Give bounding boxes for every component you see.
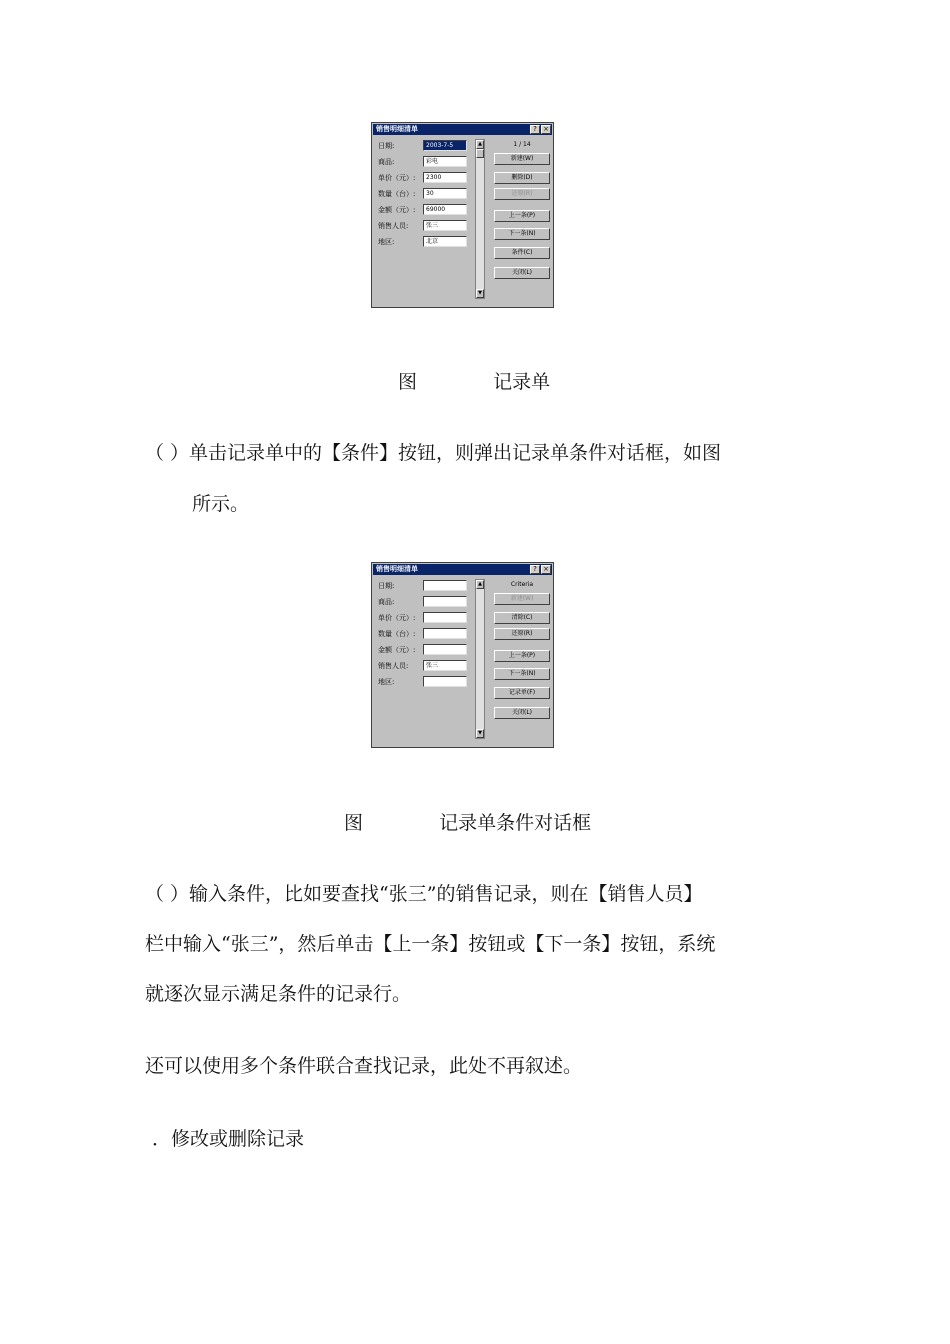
field-input-date[interactable] bbox=[423, 580, 467, 591]
field-label-price: 单价（元）: bbox=[378, 174, 416, 182]
scrollbar[interactable] bbox=[475, 579, 485, 739]
field-label-region: 地区: bbox=[378, 678, 395, 686]
figure-caption-2 bbox=[344, 811, 591, 835]
field-input-region[interactable]: 北京 bbox=[423, 236, 467, 247]
scroll-down-icon[interactable]: ▼ bbox=[476, 729, 484, 738]
field-input-region[interactable] bbox=[423, 676, 467, 687]
record-counter: 1 / 14 bbox=[513, 141, 531, 148]
field-input-salesperson[interactable]: 张三 bbox=[423, 660, 467, 671]
help-icon[interactable]: ? bbox=[530, 125, 540, 134]
clear-button[interactable]: 清除(C) bbox=[494, 612, 550, 624]
paragraph-2-line-2: 栏中输入“张三”，然后单击【上一条】按钮或【下一条】按钮，系统 bbox=[145, 933, 716, 955]
field-label-date: 日期: bbox=[378, 142, 395, 150]
scroll-up-icon[interactable]: ▲ bbox=[476, 140, 484, 149]
field-label-region: 地区: bbox=[378, 238, 395, 246]
field-label-product: 商品: bbox=[378, 598, 395, 606]
criteria-button[interactable]: 条件(C) bbox=[494, 247, 550, 259]
field-input-price[interactable]: 2300 bbox=[423, 172, 467, 183]
field-label-product: 商品: bbox=[378, 158, 395, 166]
new-button[interactable]: 新建(W) bbox=[494, 593, 550, 605]
field-input-quantity[interactable]: 30 bbox=[423, 188, 467, 199]
paragraph-1-line-1: （ ）单击记录单中的【条件】按钮，则弹出记录单条件对话框，如图 bbox=[145, 442, 722, 464]
help-icon[interactable]: ? bbox=[530, 565, 540, 574]
field-input-date[interactable]: 2003-7-5 bbox=[423, 140, 467, 151]
dialog-title: 销售明细清单 bbox=[373, 564, 552, 575]
paragraph-1-line-2: 所示。 bbox=[192, 493, 250, 515]
criteria-label: Criteria bbox=[510, 581, 534, 588]
field-input-amount[interactable]: 69000 bbox=[423, 204, 467, 215]
record-form-dialog bbox=[371, 122, 554, 308]
field-label-quantity: 数量（台）: bbox=[378, 630, 416, 638]
scroll-up-icon[interactable]: ▲ bbox=[476, 580, 484, 589]
paragraph-2-line-1: （ ）输入条件，比如要查找“张三”的销售记录，则在【销售人员】 bbox=[145, 883, 703, 905]
restore-button[interactable]: 还原(R) bbox=[494, 628, 550, 640]
prev-record-button[interactable]: 上一条(P) bbox=[494, 210, 550, 222]
next-record-button[interactable]: 下一条(N) bbox=[494, 228, 550, 240]
scrollbar[interactable] bbox=[475, 139, 485, 299]
figure-caption-1 bbox=[398, 370, 550, 394]
form-button[interactable]: 记录单(F) bbox=[494, 687, 550, 699]
scroll-down-icon[interactable]: ▼ bbox=[476, 289, 484, 298]
paragraph-2-line-3: 就逐次显示满足条件的记录行。 bbox=[145, 983, 412, 1005]
field-label-salesperson: 销售人员: bbox=[378, 222, 409, 230]
criteria-dialog bbox=[371, 562, 554, 748]
figure-label: 图 bbox=[344, 812, 364, 834]
next-record-button[interactable]: 下一条(N) bbox=[494, 668, 550, 680]
field-input-amount[interactable] bbox=[423, 644, 467, 655]
field-input-price[interactable] bbox=[423, 612, 467, 623]
figure-title: 记录单 bbox=[493, 371, 551, 393]
field-label-quantity: 数量（台）: bbox=[378, 190, 416, 198]
prev-record-button[interactable]: 上一条(P) bbox=[494, 650, 550, 662]
field-input-product[interactable] bbox=[423, 596, 467, 607]
paragraph-3: 还可以使用多个条件联合查找记录，此处不再叙述。 bbox=[145, 1055, 583, 1077]
close-icon[interactable]: × bbox=[541, 125, 551, 134]
field-label-amount: 金额（元）: bbox=[378, 206, 416, 214]
figure-title: 记录单条件对话框 bbox=[439, 812, 592, 834]
field-input-quantity[interactable] bbox=[423, 628, 467, 639]
section-heading: ．修改或删除记录 bbox=[152, 1128, 305, 1150]
scroll-thumb[interactable] bbox=[476, 149, 484, 158]
field-label-price: 单价（元）: bbox=[378, 614, 416, 622]
field-label-date: 日期: bbox=[378, 582, 395, 590]
close-button[interactable]: 关闭(L) bbox=[494, 267, 550, 279]
close-button[interactable]: 关闭(L) bbox=[494, 707, 550, 719]
dialog-title: 销售明细清单 bbox=[373, 124, 552, 135]
field-label-salesperson: 销售人员: bbox=[378, 662, 409, 670]
field-label-amount: 金额（元）: bbox=[378, 646, 416, 654]
delete-button[interactable]: 删除(D) bbox=[494, 172, 550, 184]
new-button[interactable]: 新建(W) bbox=[494, 153, 550, 165]
close-icon[interactable]: × bbox=[541, 565, 551, 574]
field-input-salesperson[interactable]: 张三 bbox=[423, 220, 467, 231]
restore-button[interactable]: 还原(R) bbox=[494, 188, 550, 200]
field-input-product[interactable]: 彩电 bbox=[423, 156, 467, 167]
figure-label: 图 bbox=[398, 371, 418, 393]
